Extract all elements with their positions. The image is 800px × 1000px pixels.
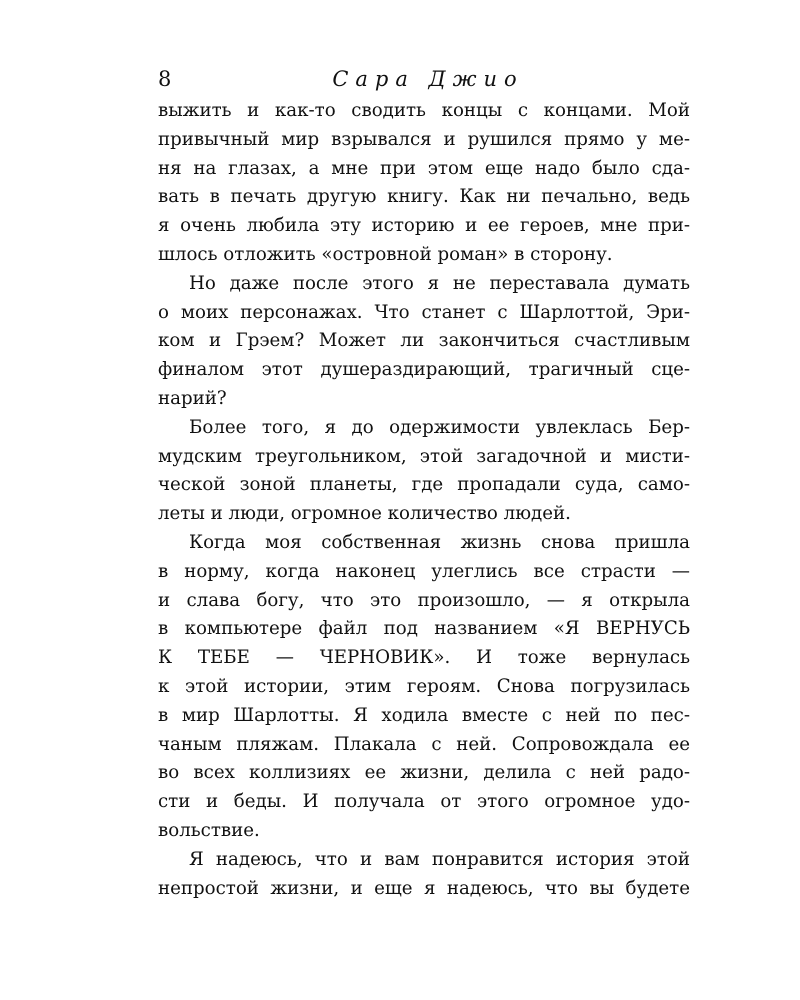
text-line: привычный мир взрывался и рушился прямо у ме- <box>158 128 690 150</box>
text-line: в норму, когда наконец улеглись все страсти — <box>158 560 690 582</box>
paragraph <box>158 270 690 414</box>
text-line: сти и беды. И получала от этого огромное удо- <box>158 791 690 813</box>
running-head <box>158 64 690 94</box>
text-line: вать в печать другую книгу. Как ни печально, ведь <box>158 186 690 208</box>
text-line: я очень любила эту историю и ее героев, мне при- <box>158 215 690 237</box>
book-page <box>158 64 690 903</box>
text-line: в мир Шарлотты. Я ходила вместе с ней по пес- <box>158 704 690 726</box>
body-text <box>158 97 690 903</box>
text-line: Более того, я до одержимости увлеклась Бер- <box>189 416 690 438</box>
paragraph <box>158 846 690 904</box>
text-line: чаным пляжам. Плакала с ней. Сопровождала ее <box>158 733 690 755</box>
text-line: ческой зоной планеты, где пропадали суда, само- <box>158 474 690 496</box>
text-line: К ТЕБЕ — ЧЕРНОВИК». И тоже вернулась <box>158 647 690 669</box>
text-line: Когда моя собственная жизнь снова пришла <box>189 531 690 553</box>
text-line: финалом этот душераздирающий, трагичный сце- <box>158 359 690 381</box>
text-line: шлось отложить «островной роман» в сторону. <box>158 243 613 265</box>
text-line: в компьютере файл под названием «Я ВЕРНУСЬ <box>158 618 690 640</box>
text-line: непростой жизни, и еще я надеюсь, что вы будете <box>158 877 690 899</box>
text-line: выжить и как-то сводить концы с концами. Мой <box>158 100 690 121</box>
text-line: Но даже после этого я не переставала думать <box>189 272 690 294</box>
text-line: вольствие. <box>158 819 260 841</box>
page-number: 8 <box>158 67 172 91</box>
running-head-author: Сара Джио <box>332 67 524 91</box>
text-line: мудским треугольником, этой загадочной и мисти- <box>158 445 690 467</box>
text-line: к этой истории, этим героям. Снова погрузилась <box>158 675 690 697</box>
text-line: Я надеюсь, что и вам понравится история этой <box>189 848 690 870</box>
text-line: во всех коллизиях ее жизни, делила с ней радо- <box>158 762 690 784</box>
text-line: ком и Грэем? Может ли закончиться счастливым <box>158 330 690 352</box>
text-line: о моих персонажах. Что станет с Шарлоттой, Эри- <box>158 301 690 323</box>
text-line: и слава богу, что это произошло, — я открыла <box>158 589 690 611</box>
text-line: нарий? <box>158 387 227 409</box>
paragraph <box>158 414 690 529</box>
text-line: ня на глазах, а мне при этом еще надо было сда- <box>158 157 690 179</box>
paragraph <box>158 97 690 270</box>
text-line: леты и люди, огромное количество людей. <box>158 503 571 525</box>
paragraph <box>158 529 690 846</box>
